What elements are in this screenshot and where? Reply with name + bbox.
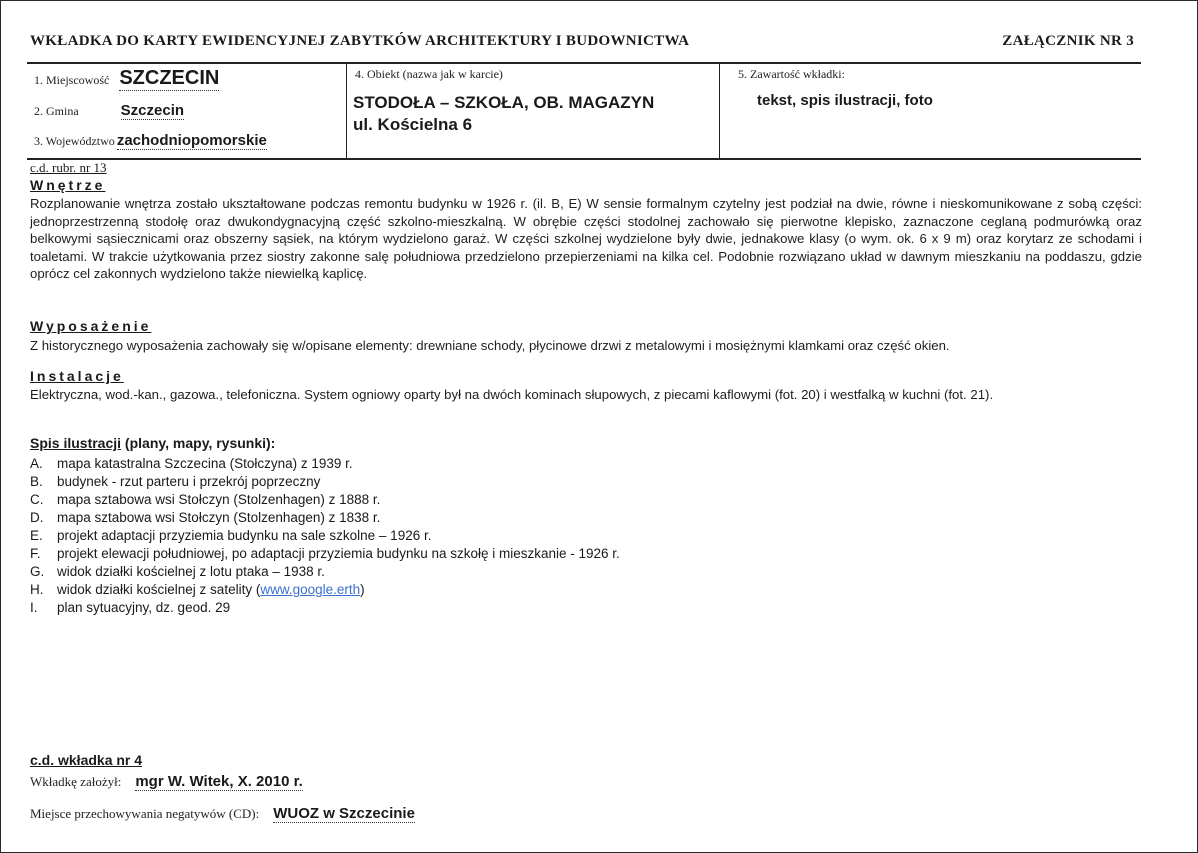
info-table [27,62,1141,160]
commune-value: Szczecin [120,102,185,119]
commune-row [34,102,184,120]
list-item [30,545,620,563]
continuation-reference: c.d. rubr. nr 13 [30,160,107,175]
author-value: mgr W. Witek, X. 2010 r. [135,773,303,790]
equipment-text: Z historycznego wyposażenia zachowały się w/opisane elementy: drewniane schody, płycinowe drzwi z metalowymi i mosiężnymi klamkami oraz część okien. [30,338,950,353]
contents-value: tekst, spis ilustracji, foto [757,92,933,109]
insert-continuation: c.d. wkładka nr 4 [30,752,143,768]
list-item-letter: A. [30,456,43,471]
object-column [347,64,720,158]
list-item-text: projekt adaptacji przyziemia budynku na sale szkolne – 1926 r. [57,528,432,543]
locality-label: 1. Miejscowość [34,73,110,87]
list-item-letter: H. [30,582,44,597]
list-item-letter: D. [30,510,44,525]
google-earth-link[interactable]: www.google.erth [260,582,361,597]
list-item [30,581,620,599]
object-label: 4. Obiekt (nazwa jak w karcie) [355,67,503,81]
list-item [30,473,620,491]
storage-label: Miejsce przechowywania negatywów (CD): [30,806,260,821]
installations-heading: Instalacje [30,368,124,384]
interior-text: Rozplanowanie wnętrza zostało ukształtowane podczas remontu budynku w 1926 r. (il. B, E) W sensie formalnym czytelny jest podział na dwie, równe i nieskomunikowane z sobą części: jednoprzestrzenną stodołę oraz dwukondygnacyjną część szkolno-mieszkalną. W obrębie części stodolnej zachowało się pierwotne klepisko, zaznaczone ceglaną podmurówką oraz belkowymi sąsiecznicami oraz obszerny sąsiek, na którym wydzielono garaż. W części szkolnej wydzielone były dwie, jednakowe klasy (o wym. ok. 6 x 9 m) oraz korytarz ze schodami i toaletami. W trakcie użytkowania przez siostry zakonne salę południowa przedzielono przepierzeniami na kilka cel. Podobnie rozwiązano układ w dawnym mieszkaniu na poddaszu, gdzie oprócz cel zakonnych wydzielono także niewielką kaplicę. [30,196,1142,281]
illustrations-list [30,455,620,617]
locality-row [34,67,219,91]
list-item [30,599,620,617]
interior-heading: Wnętrze [30,177,106,193]
storage-row [30,805,415,823]
author-label: Wkładkę założył: [30,774,122,789]
list-item-letter: F. [30,546,41,561]
illustrations-heading-title: Spis ilustracji [30,435,122,451]
illustrations-heading [30,435,275,451]
list-item-letter: B. [30,474,43,489]
list-item-text: mapa sztabowa wsi Stołczyn (Stolzenhagen) z 1838 r. [57,510,381,525]
list-item [30,527,620,545]
list-item [30,455,620,473]
list-item-text: plan sytuacyjny, dz. geod. 29 [57,600,231,615]
list-item-letter: G. [30,564,45,579]
list-item-text: mapa sztabowa wsi Stołczyn (Stolzenhagen) z 1888 r. [57,492,381,507]
object-name-line1: STODOŁA – SZKOŁA, OB. MAGAZYN [353,93,655,112]
list-item-text: widok działki kościelnej z satelity ( [57,582,261,597]
object-name [353,92,654,136]
list-item-text: projekt elewacji południowej, po adaptacji przyziemia budynku na szkołę i mieszkanie - 1926 r. [57,546,620,561]
author-row [30,773,303,791]
storage-value: WUOZ w Szczecinie [273,805,415,822]
installations-text: Elektryczna, wod.-kan., gazowa., telefoniczna. System ogniowy oparty był na dwóch kominach słupowych, z piecami kaflowymi (fot. 20) i westfalką w kuchni (fot. 21). [30,387,994,402]
list-item-text-after: ) [360,582,365,597]
list-item-letter: E. [30,528,43,543]
list-item-letter: C. [30,492,44,507]
annex-number: ZAŁĄCZNIK NR 3 [1002,33,1134,49]
list-item-letter: I. [30,600,38,615]
list-item-text: budynek - rzut parteru i przekrój poprzeczny [57,474,321,489]
voivodeship-value: zachodniopomorskie [116,132,267,149]
equipment-heading: Wyposażenie [30,318,152,334]
contents-label: 5. Zawartość wkładki: [738,67,845,81]
locality-value: SZCZECIN [119,67,220,89]
voivodeship-label: 3. Województwo [34,134,115,148]
voivodeship-row [34,132,267,150]
commune-label: 2. Gmina [34,104,79,118]
object-name-line2: ul. Kościelna 6 [353,115,473,134]
list-item [30,563,620,581]
list-item-text: widok działki kościelnej z lotu ptaka – 1938 r. [57,564,325,579]
illustrations-heading-rest: (plany, mapy, rysunki): [121,435,276,451]
document-title: WKŁADKA DO KARTY EWIDENCYJNEJ ZABYTKÓW ARCHITEKTURY I BUDOWNICTWA [30,33,690,49]
list-item [30,491,620,509]
list-item-text: mapa katastralna Szczecina (Stołczyna) z 1939 r. [57,456,353,471]
list-item [30,509,620,527]
location-column [27,64,347,158]
contents-column [720,64,1141,158]
